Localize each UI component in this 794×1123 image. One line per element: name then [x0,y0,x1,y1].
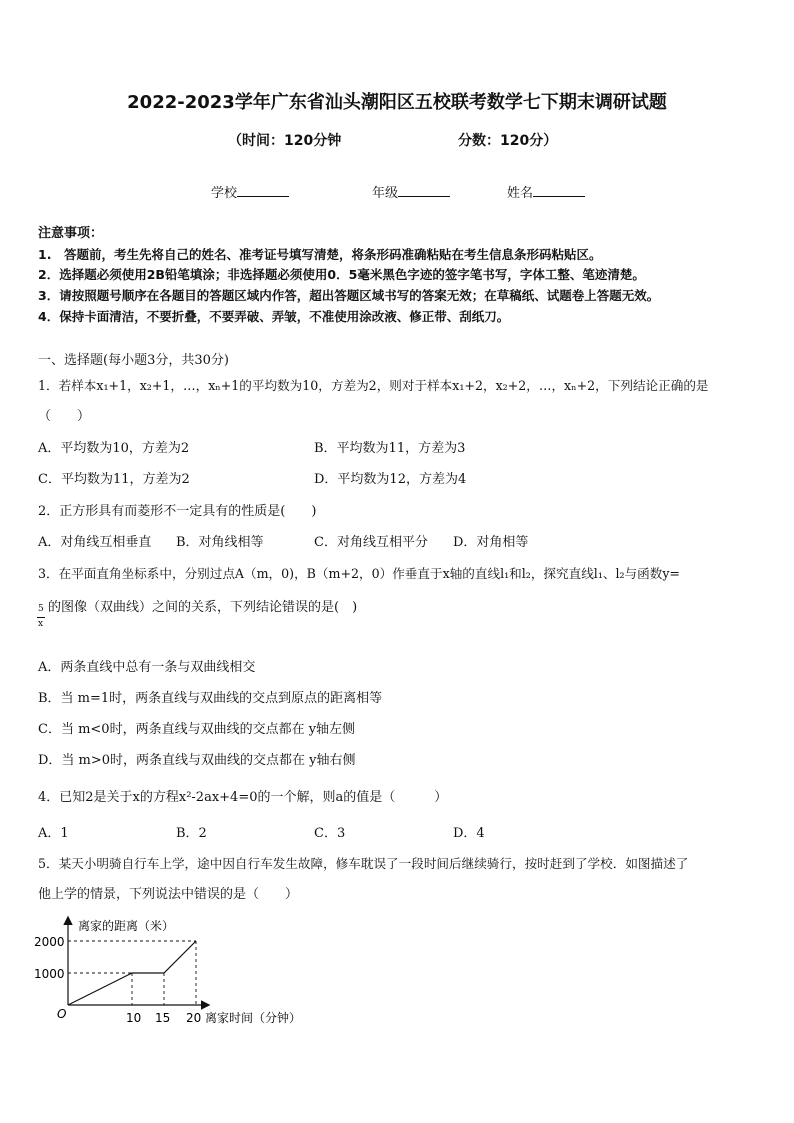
note-item: 2．选择题必须使用2B铅笔填涂；非选择题必须使用0．5毫米黑色字迹的签字笔书写，字体工整、笔迹清楚。 [38,267,645,282]
q5-stem-cont: 他上学的情景，下列说法中错误的是（ ） [38,887,299,902]
q1-option-c: C．平均数为11，方差为2 [38,472,190,487]
q1-option-d: D．平均数为12，方差为4 [314,472,467,487]
q2-option-c: C．对角线互相平分 [314,535,428,550]
q3-option-d: D．当 m>0时，两条直线与双曲线的交点都在 y轴右侧 [38,753,356,768]
distance-time-graph [28,908,328,1033]
q3-fraction-numerator: 5 [38,604,44,614]
x-tick-20: 20 [186,1011,202,1025]
q1-stem: 1．若样本x₁+1，x₂+1，…，xₙ+1的平均数为10，方差为2，则对于样本x₁+2，x₂+2，…，xₙ+2，下列结论正确的是 [38,378,709,393]
exam-time: （时间：120分钟 [228,133,342,149]
q1-option-a: A．平均数为10，方差为2 [38,441,190,456]
q4-option-d: D．4 [453,826,485,841]
note-item: 4．保持卡面清洁，不要折叠，不要弄破、弄皱，不准使用涂改液、修正带、刮纸刀。 [38,309,510,324]
q3-stem-cont: 的图像（双曲线）之间的关系，下列结论错误的是( ) [48,600,358,615]
q1-paren: （ ） [38,409,91,424]
q3-fraction-bar [37,617,45,618]
q2-option-a: A．对角线互相垂直 [38,535,152,550]
school-label: 学校 [211,186,238,201]
grade-label: 年级 [372,186,399,201]
q4-option-a: A．1 [38,826,69,841]
section-heading: 一、选择题(每小题3分，共30分) [38,353,229,368]
q2-option-b: B．对角线相等 [176,535,264,550]
q4-option-c: C．3 [314,826,346,841]
q3-fraction-denominator: x [38,619,44,629]
name-blank [533,184,585,197]
q3-stem: 3．在平面直角坐标系中，分别过点A（m，0)，B（m+2，0）作垂直于x轴的直线l₁和l₂，探究直线l₁、l₂与函数y= [38,566,680,581]
y-axis-label: 离家的距离（米） [78,919,175,933]
q1-option-b: B．平均数为11，方差为3 [314,441,466,456]
grade-blank [398,184,450,197]
name-field [507,182,585,201]
q5-stem: 5．某天小明骑自行车上学，途中因自行车发生故障，修车耽误了一段时间后继续骑行，按时赶到了学校．如图描述了 [38,856,689,871]
y-tick-2000: 2000 [34,935,65,949]
q3-option-c: C．当 m<0时，两条直线与双曲线的交点都在 y轴左侧 [38,722,356,737]
x-tick-15: 15 [155,1011,171,1025]
x-axis-label: 离家时间（分钟） [205,1011,302,1025]
grade-field [372,182,450,201]
q2-option-d: D．对角相等 [453,535,529,550]
q2-stem: 2．正方形具有而菱形不一定具有的性质是( ) [38,504,317,519]
q3-option-a: A．两条直线中总有一条与双曲线相交 [38,660,256,675]
notes-heading: 注意事项： [38,226,104,241]
school-blank [237,184,289,197]
x-tick-10: 10 [126,1011,142,1025]
school-field [211,182,289,201]
exam-score: 分数：120分） [458,133,558,149]
exam-title: 2022-2023学年广东省汕头潮阳区五校联考数学七下期末调研试题 [127,92,667,113]
name-label: 姓名 [507,186,534,201]
note-item: 3．请按照题号顺序在各题目的答题区域内作答，超出答题区域书写的答案无效；在草稿纸、试题卷上答题无效。 [38,288,660,303]
q4-option-b: B．2 [176,826,207,841]
y-tick-1000: 1000 [34,967,65,981]
note-item: 1. 答题前，考生先将自己的姓名、准考证号填写清楚，将条形码准确粘贴在考生信息条形码粘贴区。 [38,247,602,262]
q4-stem: 4．已知2是关于x的方程x²-2ax+4=0的一个解，则a的值是（ ） [38,790,448,805]
q3-option-b: B．当 m=1时，两条直线与双曲线的交点到原点的距离相等 [38,691,383,706]
origin-label: O [57,1007,67,1021]
